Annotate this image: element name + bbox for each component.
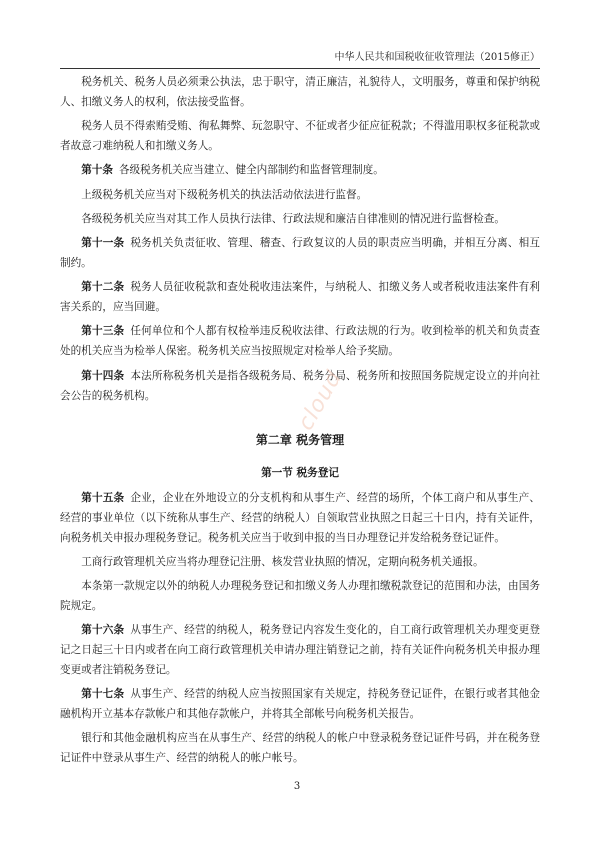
paragraph-text: 工商行政管理机关应当将办理登记注册、核发营业执照的情况，定期向税务机关通报。 <box>81 555 484 568</box>
paragraph-text: 从事生产、经营的纳税人，税务登记内容发生变化的，自工商行政管理机关办理变更登记之日起三十日内或者在向工商行政管理机关申请办理注销登记之前，持有关证件向税务机关申报办理变更或者注销税务登记。 <box>60 624 541 677</box>
article-number: 第十一条 <box>81 236 125 249</box>
paragraph <box>60 209 540 229</box>
running-header: 中华人民共和国税收征收管理法（2015修正） <box>60 48 540 69</box>
article-number: 第十七条 <box>81 688 125 701</box>
paragraph-text: 本条第一款规定以外的纳税人办理税务登记和扣缴义务人办理扣缴税款登记的范围和办法，由国务院规定。 <box>60 579 540 612</box>
article-number: 第十二条 <box>81 281 125 294</box>
chapter-title: 第二章 税务管理 <box>255 432 345 447</box>
paragraph <box>60 72 540 112</box>
paragraph-text: 上级税务机关应当对下级税务机关的执法活动依法进行监督。 <box>81 188 368 201</box>
article-number: 第十六条 <box>81 624 125 637</box>
paragraph-text: 税务人员征收税款和查处税收违法案件，与纳税人、扣缴义务人或者税收违法案件有利害关系的，应当回避。 <box>60 281 541 314</box>
paragraph-text: 各级税务机关应当对其工作人员执行法律、行政法规和廉洁自律准则的情况进行监督检查。 <box>81 212 505 225</box>
paragraph <box>60 233 540 273</box>
paragraph-text: 税务机关负责征收、管理、稽查、行政复议的人员的职责应当明确，并相互分离、相互制约。 <box>60 236 541 269</box>
paragraph <box>60 728 540 768</box>
paragraph-text: 各级税务机关应当建立、健全内部制约和监督管理制度。 <box>118 164 384 177</box>
article-number: 第十条 <box>81 164 113 177</box>
paragraph-text: 银行和其他金融机构应当在从事生产、经营的纳税人的帐户中登录税务登记证件号码，并在税务登记证件中登录从事生产、经营的纳税人的帐户帐号。 <box>60 732 540 765</box>
paragraph-text: 本法所称税务机关是指各级税务局、税务分局、税务所和按照国务院规定设立的并向社会公告的税务机构。 <box>60 369 541 402</box>
paragraph <box>60 321 540 361</box>
article-number: 第十四条 <box>81 369 125 382</box>
paragraph <box>60 185 540 205</box>
paragraph <box>60 116 540 156</box>
articles-bottom <box>60 488 540 769</box>
paragraph <box>60 684 540 724</box>
paragraph <box>60 488 540 548</box>
paragraph <box>60 366 540 406</box>
articles-top <box>60 72 540 406</box>
paragraph <box>60 576 540 616</box>
watermark: cloud <box>293 366 348 435</box>
section-title: 第一节 税务登记 <box>261 466 339 479</box>
paragraph-text: 税务人员不得索贿受贿、徇私舞弊、玩忽职守、不征或者少征应征税款；不得滥用职权多征税款或者故意刁难纳税人和扣缴义务人。 <box>60 120 540 153</box>
paragraph <box>60 160 540 180</box>
article-number: 第十三条 <box>81 325 125 338</box>
article-number: 第十五条 <box>81 491 125 504</box>
paragraph <box>60 552 540 572</box>
paragraph <box>60 620 540 680</box>
paragraph-text: 税务机关、税务人员必须秉公执法，忠于职守，清正廉洁，礼貌待人，文明服务，尊重和保护纳税人、扣缴义务人的权利，依法接受监督。 <box>60 76 540 108</box>
paragraph-text: 任何单位和个人都有权检举违反税收法律、行政法规的行为。收到检举的机关和负责查处的机关应当为检举人保密。税务机关应当按照规定对检举人给予奖励。 <box>60 325 541 358</box>
page-number: 3 <box>293 781 301 792</box>
paragraph <box>60 277 540 317</box>
paragraph-text: 企业，企业在外地设立的分支机构和从事生产、经营的场所，个体工商户和从事生产、经营的事业单位（以下统称从事生产、经营的纳税人）自领取营业执照之日起三十日内，持有关证件，向税务机关申报办理税务登记。税务机关应当于收到申报的当日办理登记并发给税务登记证件。 <box>60 491 541 544</box>
paragraph-text: 从事生产、经营的纳税人应当按照国家有关规定，持税务登记证件，在银行或者其他金融机构开立基本存款帐户和其他存款帐户，并将其全部帐号向税务机关报告。 <box>60 688 541 721</box>
